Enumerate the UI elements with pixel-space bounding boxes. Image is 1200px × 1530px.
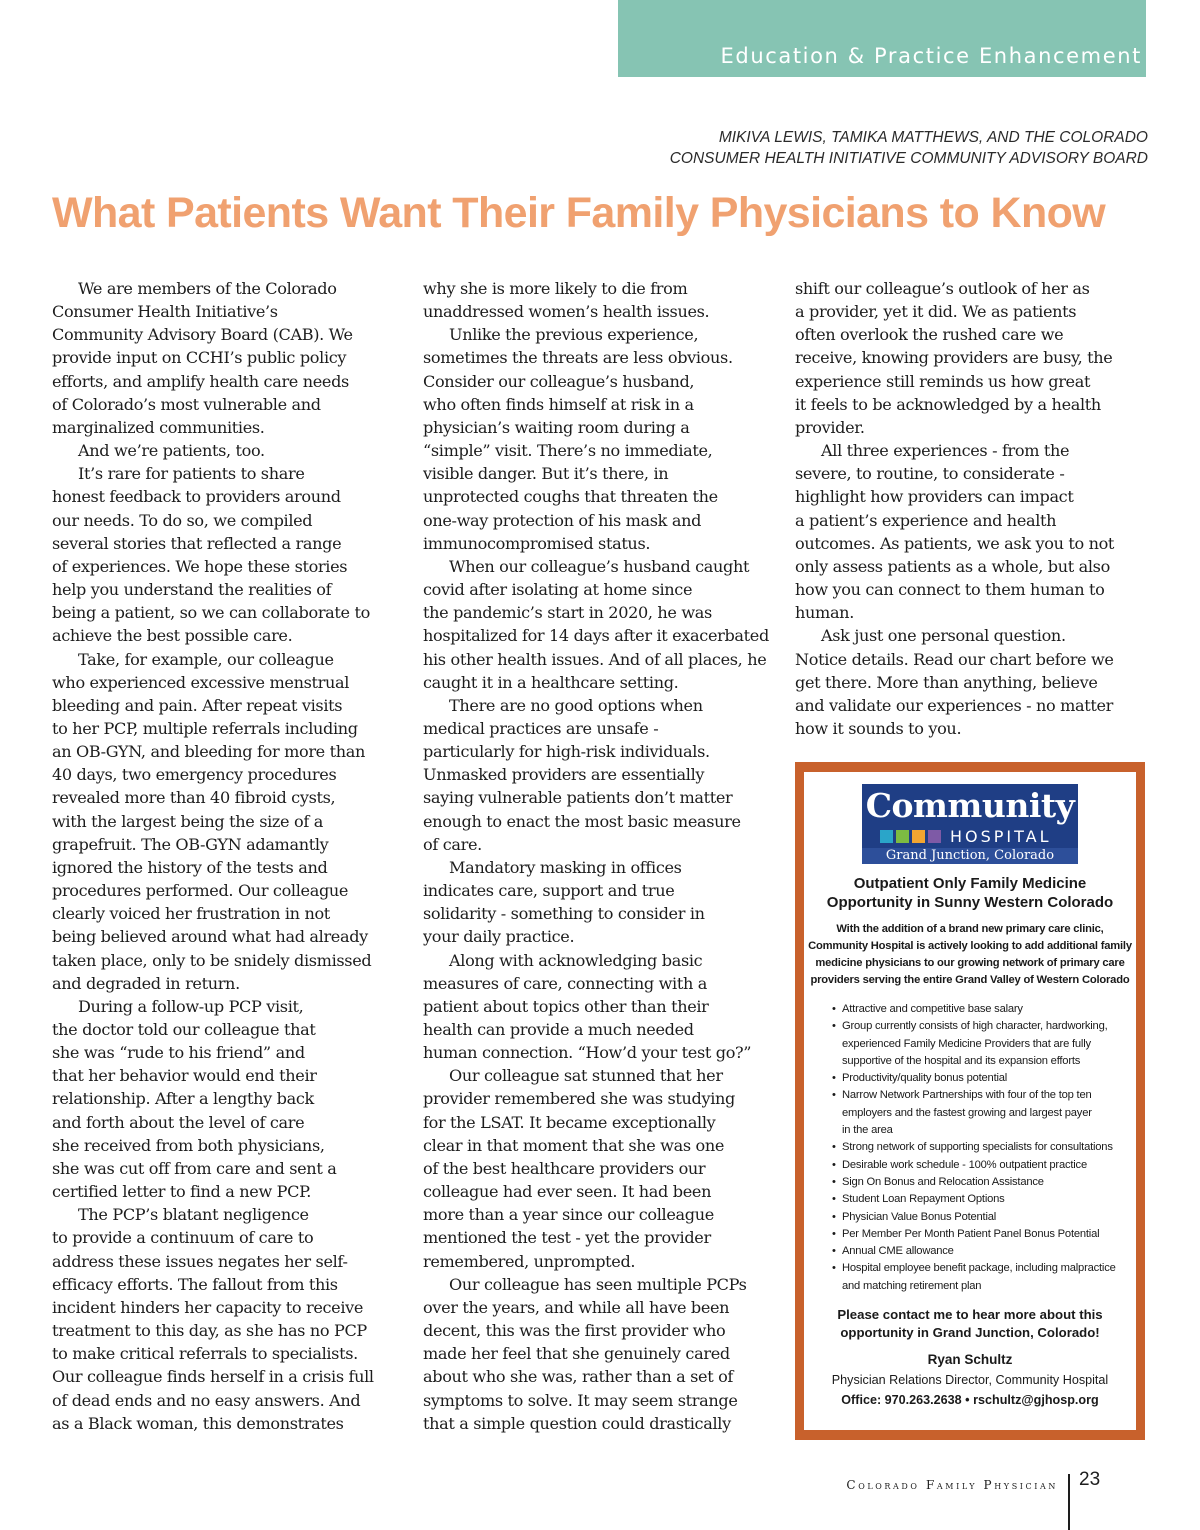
text-line: certified letter to find a new PCP. (52, 1182, 312, 1202)
text-line: relationship. After a lengthy back (52, 1089, 314, 1109)
text-line: human connection. “How’d your test go?” (423, 1043, 752, 1063)
text-line: 40 days, two emergency procedures (52, 765, 337, 785)
text-line: the pandemic’s start in 2020, he was (423, 603, 712, 623)
benefit-line: • Sign On Bonus and Relocation Assistance (842, 1175, 1044, 1188)
ad-headline-line: Opportunity in Sunny Western Colorado (826, 894, 1114, 911)
text-line: unaddressed women’s health issues. (423, 302, 710, 322)
text-line: decent, this was the first provider who (423, 1321, 726, 1341)
benefit-line: • Group currently consists of high character, hardworking, (842, 1020, 1108, 1033)
text-line: unprotected coughs that threaten the (423, 487, 718, 507)
text-line: health can provide a much needed (423, 1020, 694, 1039)
text-line: Ask just one personal question. (821, 626, 1066, 646)
article-paragraph (423, 694, 779, 856)
text-line: she was cut off from care and sent a (52, 1158, 337, 1178)
text-line: receive, knowing providers are busy, the (795, 348, 1113, 368)
benefit-line: and matching retirement plan (842, 1279, 982, 1292)
text-line: ignored the history of the tests and (52, 857, 328, 877)
section-label: Education & Practice Enhancement (720, 44, 1142, 68)
article-column-1 (52, 277, 408, 1435)
publication-name: Colorado Family Physician (846, 1478, 1058, 1492)
benefit-line: in the area (842, 1124, 893, 1137)
text-line: clearly voiced her frustration in not (52, 904, 330, 924)
text-line: only assess patients as a whole, but also (795, 556, 1110, 576)
contact-prompt-line: opportunity in Grand Junction, Colorado! (840, 1324, 1100, 1340)
text-line: help you understand the realities of (52, 580, 332, 600)
benefits-list (832, 1001, 1132, 1295)
text-line: enough to enact the most basic measure (423, 811, 741, 831)
article-column-3 (795, 277, 1151, 740)
text-line: During a follow-up PCP visit, (78, 996, 304, 1016)
text-line: Unlike the previous experience, (449, 325, 699, 345)
advertisement-body (804, 772, 1136, 1430)
text-line: remembered, unprompted. (423, 1251, 636, 1271)
text-line: of dead ends and no easy answers. And (52, 1390, 361, 1410)
text-line: “simple” visit. There’s no immediate, (423, 441, 713, 461)
text-line: efficacy efforts. The fallout from this (52, 1274, 338, 1294)
byline (670, 127, 1148, 169)
article-paragraph (52, 277, 408, 439)
section-banner (618, 0, 1146, 77)
benefit-item (832, 1209, 1132, 1226)
text-line: of the best healthcare providers our (423, 1158, 706, 1178)
text-line: his other health issues. And of all places, he (423, 649, 767, 669)
text-line: Our colleague has seen multiple PCPs (449, 1274, 747, 1294)
text-line: she received from both physicians, (52, 1135, 325, 1155)
text-line: sometimes the threats are less obvious. (423, 348, 733, 368)
text-line: address these issues negates her self- (52, 1251, 348, 1271)
article-paragraph (423, 856, 779, 949)
benefit-item (832, 1191, 1132, 1208)
benefit-line: • Hospital employee benefit package, including malpractice (842, 1262, 1116, 1275)
text-line: particularly for high-risk individuals. (423, 742, 710, 762)
benefit-item (832, 1260, 1132, 1295)
text-line: Community Advisory Board (CAB). We (52, 325, 353, 345)
text-line: of care. (423, 834, 482, 854)
text-line: procedures performed. Our colleague (52, 881, 349, 901)
benefit-line: experienced Family Medicine Providers that are fully (842, 1037, 1091, 1050)
benefit-item (832, 1243, 1132, 1260)
text-line: who often finds himself at risk in a (423, 394, 694, 414)
benefit-line: • Productivity/quality bonus potential (842, 1072, 1008, 1085)
text-line: to make critical referrals to specialists. (52, 1344, 358, 1364)
logo-name: Community (865, 786, 1075, 825)
text-line: outcomes. As patients, we ask you to not (795, 533, 1115, 553)
article-paragraph (52, 462, 408, 647)
ad-intro-line: medicine physicians to our growing network of primary care (815, 957, 1125, 969)
text-line: that her behavior would end their (52, 1066, 317, 1086)
page-number: 23 (1079, 1469, 1101, 1490)
article-paragraph (52, 648, 408, 995)
text-line: clear in that moment that she was one (423, 1135, 725, 1155)
logo-square-icon (912, 830, 925, 843)
community-hospital-logo (862, 784, 1078, 864)
text-line: mentioned the test - yet the provider (423, 1228, 711, 1248)
text-line: There are no good options when (449, 695, 703, 715)
text-line: Take, for example, our colleague (78, 649, 334, 669)
text-line: It’s rare for patients to share (78, 464, 305, 484)
text-line: more than a year since our colleague (423, 1205, 714, 1225)
footer-divider (1068, 1474, 1070, 1530)
benefit-line: • Strong network of supporting specialists for consultations (842, 1141, 1113, 1154)
text-line: how you can connect to them human to (795, 580, 1105, 600)
text-line: your daily practice. (423, 927, 575, 947)
text-line: being a patient, so we can collaborate to (52, 603, 370, 623)
text-line: physician’s waiting room during a (423, 417, 690, 437)
ad-headline (804, 874, 1136, 912)
text-line: marginalized communities. (52, 417, 265, 437)
text-line: Our colleague finds herself in a crisis full (52, 1367, 374, 1387)
benefit-item (832, 1157, 1132, 1174)
text-line: All three experiences - from the (821, 441, 1070, 461)
contact-office: Office: 970.263.2638 • rschultz@gjhosp.org (841, 1393, 1099, 1407)
text-line: provider. (795, 417, 865, 437)
benefit-line: • Desirable work schedule - 100% outpatient practice (842, 1158, 1087, 1171)
text-line: Notice details. Read our chart before we (795, 649, 1114, 669)
text-line: hospitalized for 14 days after it exacerbated (423, 626, 769, 646)
text-line: provide input on CCHI’s public policy (52, 348, 347, 368)
article-column-2 (423, 277, 779, 1435)
benefit-line: employers and the fastest growing and largest payer (842, 1106, 1092, 1119)
text-line: an OB-GYN, and bleeding for more than (52, 742, 366, 762)
ad-intro-line: Community Hospital is actively looking to add additional family (808, 940, 1132, 952)
benefit-line: • Physician Value Bonus Potential (842, 1210, 997, 1223)
contact-prompt (804, 1306, 1136, 1341)
benefit-item (832, 1226, 1132, 1243)
text-line: achieve the best possible care. (52, 626, 293, 646)
text-line: a patient’s experience and health (795, 510, 1057, 530)
text-line: about who she was, rather than a set of (423, 1367, 734, 1387)
text-line: measures of care, connecting with a (423, 973, 707, 993)
contact-name: Ryan Schultz (927, 1352, 1013, 1367)
text-line: efforts, and amplify health care needs (52, 371, 349, 391)
text-line: with the largest being the size of a (52, 811, 323, 831)
text-line: it feels to be acknowledged by a health (795, 394, 1101, 414)
text-line: Along with acknowledging basic (449, 950, 703, 970)
text-line: that a simple question could drastically (423, 1413, 731, 1433)
text-line: When our colleague’s husband caught (449, 556, 750, 576)
byline-line: CONSUMER HEALTH INITIATIVE COMMUNITY ADVISORY BOARD (669, 150, 1148, 167)
text-line: caught it in a healthcare setting. (423, 672, 679, 692)
text-line: saying vulnerable patients don’t matter (423, 788, 733, 808)
text-line: shift our colleague’s outlook of her as (795, 279, 1090, 298)
benefit-line: supportive of the hospital and its expansion efforts (842, 1054, 1081, 1067)
article-paragraph (52, 995, 408, 1203)
text-line: why she is more likely to die from (423, 279, 688, 298)
text-line: who experienced excessive menstrual (52, 672, 350, 692)
text-line: for the LSAT. It became exceptionally (423, 1112, 716, 1132)
text-line: covid after isolating at home since (423, 580, 693, 600)
text-line: Consider our colleague’s husband, (423, 371, 695, 391)
ad-intro-line: providers serving the entire Grand Valley of Western Colorado (810, 974, 1130, 986)
benefit-line: • Narrow Network Partnerships with four of the top ten (842, 1089, 1092, 1102)
ad-intro (804, 921, 1136, 989)
text-line: as a Black woman, this demonstrates (52, 1413, 344, 1433)
article-paragraph (52, 439, 408, 462)
text-line: get there. More than anything, believe (795, 672, 1098, 692)
benefit-item (832, 1001, 1132, 1018)
text-line: of Colorado’s most vulnerable and (52, 394, 321, 414)
benefit-line: • Student Loan Repayment Options (842, 1193, 1005, 1206)
logo-square-icon (880, 830, 893, 843)
benefit-item (832, 1070, 1132, 1087)
ad-intro-line: With the addition of a brand new primary care clinic, (836, 923, 1104, 935)
text-line: the doctor told our colleague that (52, 1020, 316, 1039)
ad-headline-line: Outpatient Only Family Medicine (853, 875, 1087, 892)
text-line: symptoms to solve. It may seem strange (423, 1390, 738, 1410)
hospital-advertisement (795, 762, 1145, 1440)
article-paragraph (423, 323, 779, 555)
logo-location: Grand Junction, Colorado (862, 848, 1078, 864)
article-paragraph (423, 277, 779, 323)
text-line: colleague had ever seen. It had been (423, 1182, 712, 1202)
article-paragraph (795, 277, 1151, 439)
text-line: several stories that reflected a range (52, 533, 342, 553)
text-line: bleeding and pain. After repeat visits (52, 695, 343, 715)
text-line: visible danger. But it’s there, in (423, 464, 669, 484)
text-line: solidarity - something to consider in (423, 904, 705, 924)
text-line: being believed around what had already (52, 927, 368, 947)
text-line: how it sounds to you. (795, 718, 962, 738)
text-line: to her PCP, multiple referrals including (52, 718, 358, 738)
text-line: taken place, only to be snidely dismissed (52, 950, 372, 970)
article-paragraph (795, 624, 1151, 740)
logo-hospital-word: HOSPITAL (950, 827, 1052, 846)
text-line: Consumer Health Initiative’s (52, 302, 278, 322)
text-line: Mandatory masking in offices (449, 857, 682, 877)
text-line: The PCP’s blatant negligence (78, 1205, 309, 1225)
benefit-item (832, 1087, 1132, 1139)
text-line: provider remembered she was studying (423, 1089, 735, 1109)
text-line: And we’re patients, too. (78, 441, 265, 461)
text-line: human. (795, 603, 854, 623)
text-line: and degraded in return. (52, 973, 240, 993)
benefit-item (832, 1174, 1132, 1191)
benefit-item (832, 1139, 1132, 1156)
text-line: and forth about the level of care (52, 1112, 305, 1132)
text-line: incident hinders her capacity to receive (52, 1297, 364, 1317)
byline-line: MIKIVA LEWIS, TAMIKA MATTHEWS, AND THE COLORADO (718, 129, 1148, 146)
text-line: We are members of the Colorado (78, 279, 337, 298)
text-line: honest feedback to providers around (52, 487, 341, 507)
text-line: a provider, yet it did. We as patients (795, 302, 1077, 322)
text-line: medical practices are unsafe - (423, 718, 659, 738)
text-line: one-way protection of his mask and (423, 510, 702, 530)
text-line: highlight how providers can impact (795, 487, 1074, 507)
benefit-line: • Attractive and competitive base salary (842, 1003, 1023, 1015)
benefit-line: • Annual CME allowance (842, 1245, 954, 1258)
article-title: What Patients Want Their Family Physicians to Know (52, 189, 1106, 237)
text-line: she was “rude to his friend” and (52, 1043, 305, 1063)
logo-square-icon (928, 830, 941, 843)
text-line: of experiences. We hope these stories (52, 556, 348, 576)
text-line: experience still reminds us how great (795, 371, 1091, 391)
article-paragraph (52, 1203, 408, 1435)
text-line: treatment to this day, as she has no PCP (52, 1321, 367, 1341)
text-line: grapefruit. The OB-GYN adamantly (52, 834, 329, 854)
article-paragraph (423, 555, 779, 694)
article-paragraph (795, 439, 1151, 624)
text-line: indicates care, support and true (423, 881, 675, 901)
text-line: severe, to routine, to considerate - (795, 464, 1065, 484)
article-paragraph (423, 949, 779, 1065)
benefit-line: • Per Member Per Month Patient Panel Bonus Potential (842, 1227, 1100, 1240)
benefit-item (832, 1018, 1132, 1070)
text-line: Unmasked providers are essentially (423, 765, 705, 785)
contact-prompt-line: Please contact me to hear more about this (837, 1307, 1103, 1322)
text-line: often overlook the rushed care we (795, 325, 1064, 345)
text-line: over the years, and while all have been (423, 1297, 730, 1317)
logo-square-icon (896, 830, 909, 843)
text-line: immunocompromised status. (423, 533, 651, 553)
text-line: patient about topics other than their (423, 996, 709, 1016)
article-paragraph (423, 1273, 779, 1435)
text-line: our needs. To do so, we compiled (52, 510, 313, 530)
article-paragraph (423, 1064, 779, 1272)
contact-title: Physician Relations Director, Community Hospital (831, 1373, 1109, 1387)
text-line: to provide a continuum of care to (52, 1228, 314, 1248)
text-line: made her feel that she genuinely cared (423, 1344, 730, 1364)
text-line: revealed more than 40 fibroid cysts, (52, 788, 336, 808)
text-line: and validate our experiences - no matter (795, 695, 1114, 715)
text-line: Our colleague sat stunned that her (449, 1066, 723, 1086)
